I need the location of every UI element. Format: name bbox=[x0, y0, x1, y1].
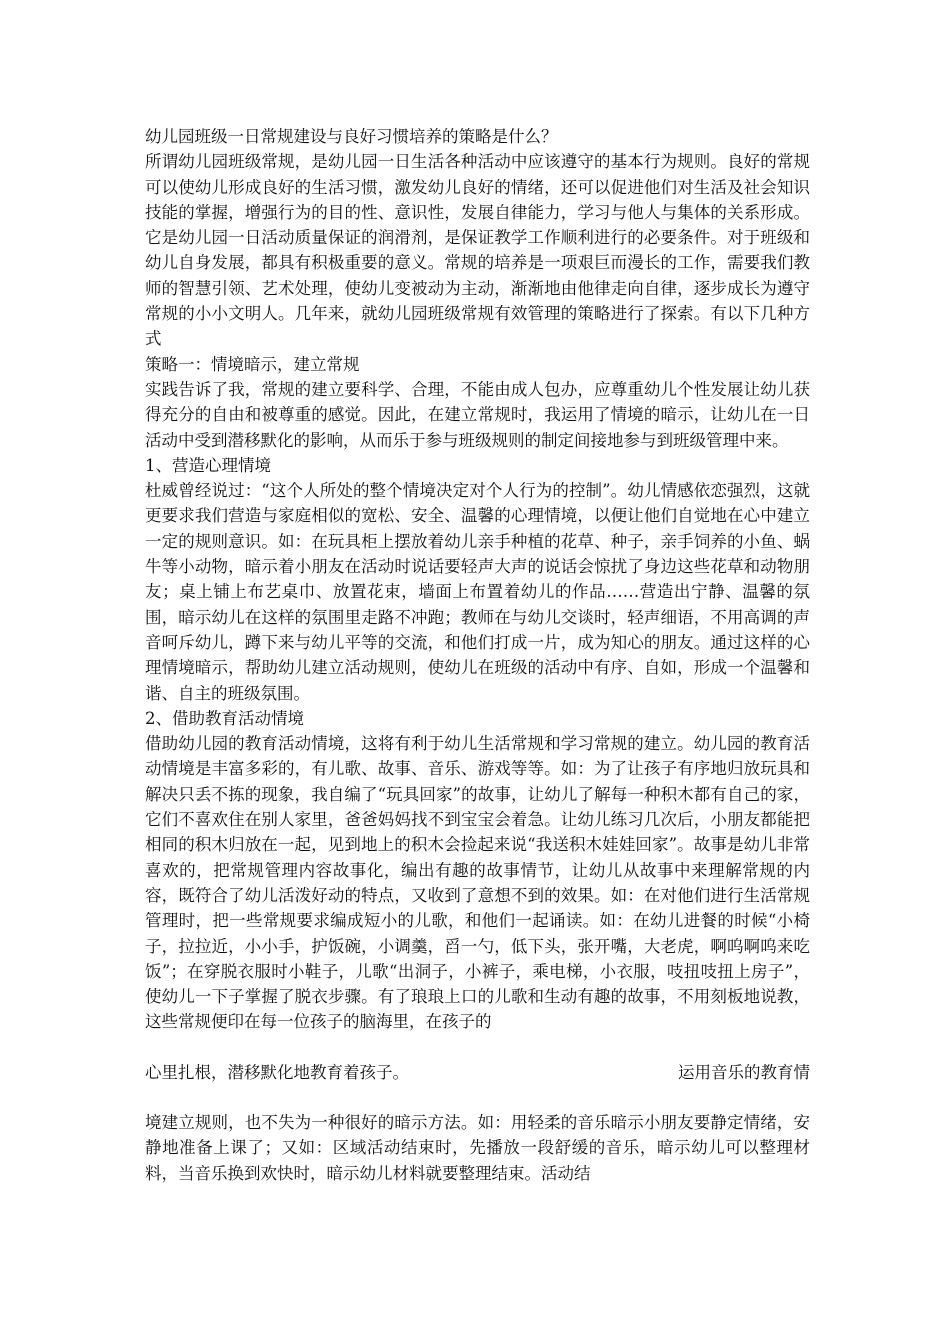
intro-paragraph: 所谓幼儿园班级常规，是幼儿园一日生活各种活动中应该遵守的基本行为规则。良好的常规可以使幼儿形成良好的生活习惯，激发幼儿良好的情绪，还可以促进他们对生活及社会知识技能的掌握，增强行为的目的性、意识性，发展自律能力，学习与他人与集体的关系形成。它是幼儿园一日活动质量保证的润滑剂，是保证教学工作顺利进行的必要条件。对于班级和幼儿自身发展，都具有积极重要的意义。常规的培养是一项艰巨而漫长的工作，需要我们教师的智慧引领、艺术处理，使幼儿变被动为主动，渐渐地由他律走向自律，逐步成长为遵守常规的小小文明人。几年来，就幼儿园班级常规有效管理的策略进行了探索。有以下几种方式 bbox=[145, 152, 810, 349]
section2-heading: 2、借助教育活动情境 bbox=[145, 708, 304, 728]
section1-heading: 1、营造心理情境 bbox=[145, 455, 271, 475]
strategy1-paragraph: 实践告诉了我，常规的建立要科学、合理，不能由成人包办，应尊重幼儿个性发展让幼儿获得充分的自由和被尊重的感觉。因此，在建立常规时，我运用了情境的暗示，让幼儿在一日活动中受到潜移默化的影响，从而乐于参与班级规则的制定间接地参与到班级管理中来。 bbox=[145, 379, 810, 450]
section1-paragraph: 杜威曾经说过：“这个人所处的整个情境决定对个人行为的控制”。幼儿情感依恋强烈，这就更要求我们营造与家庭相似的宽松、安全、温馨的心理情境，以便让他们自觉地在心中建立一定的规则意识。如：在玩具柜上摆放着幼儿亲手种植的花草、种子，亲手饲养的小鱼、蜗牛等小动物，暗示着小朋友在活动时说话要轻声大声的说话会惊扰了身边这些花草和动物朋友；桌上铺上布艺桌巾、放置花束，墙面上布置着幼儿的作品……营造出宁静、温馨的氛围，暗示幼儿在这样的氛围里走路不冲跑；教师在与幼儿交谈时，轻声细语，不用高调的声音呵斥幼儿，蹲下来与幼儿平等的交流，和他们打成一片，成为知心的朋友。通过这样的心理情境暗示，帮助幼儿建立活动规则，使幼儿在班级的活动中有序、自如，形成一个温馨和谐、自主的班级氛围。 bbox=[145, 481, 810, 703]
split-line-right: 运用音乐的教育情 bbox=[678, 1062, 810, 1082]
section2-paragraph: 借助幼儿园的教育活动情境，这将有利于幼儿生活常规和学习常规的建立。幼儿园的教育活动情境是丰富多彩的，有儿歌、故事、音乐、游戏等等。如：为了让孩子有序地归放玩具和解决只丢不拣的现象，我自编了“玩具回家”的故事，让幼儿了解每一种积木都有自己的家，它们不喜欢住在别人家里，爸爸妈妈找不到宝宝会着急。让幼儿练习几次后，小朋友都能把相同的积木归放在一起，见到地上的积木会捡起来说“我送积木娃娃回家”。故事是幼儿非常喜欢的，把常规管理内容故事化，编出有趣的故事情节，让幼儿从故事中来理解常规的内容，既符合了幼儿活泼好动的特点，又收到了意想不到的效果。如：在对他们进行生活常规管理时，把一些常规要求编成短小的儿歌，和他们一起诵读。如：在幼儿进餐的时候“小椅子，拉拉近，小小手，护饭碗，小调羹，舀一勺，低下头，张开嘴，大老虎，啊呜啊呜来吃饭”；在穿脱衣服时小鞋子，儿歌“出洞子，小裤子，乘电梯，小衣服，吱扭吱扭上房子”，使幼儿一下子掌握了脱衣步骤。有了琅琅上口的儿歌和生动有趣的故事，不用刻板地说教，这些常规便印在每一位孩子的脑海里，在孩子的 bbox=[145, 734, 810, 1032]
paragraph-gap bbox=[145, 1035, 810, 1060]
strategy1-heading: 策略一：情境暗示，建立常规 bbox=[145, 354, 360, 374]
split-line-left: 心里扎根，潜移默化地教育着孩子。 bbox=[145, 1062, 409, 1082]
document-body bbox=[145, 124, 810, 1186]
split-line bbox=[145, 1060, 810, 1085]
paragraph-gap bbox=[145, 1085, 810, 1110]
final-paragraph: 境建立规则，也不失为一种很好的暗示方法。如：用轻柔的音乐暗示小朋友要静定情绪，安静地准备上课了；又如：区域活动结束时，先播放一段舒缓的音乐，暗示幼儿可以整理材料，当音乐换到欢快时，暗示幼儿材料就要整理结束。活动结 bbox=[145, 1112, 810, 1183]
document-title: 幼儿园班级一日常规建设与良好习惯培养的策略是什么？ bbox=[145, 127, 558, 146]
